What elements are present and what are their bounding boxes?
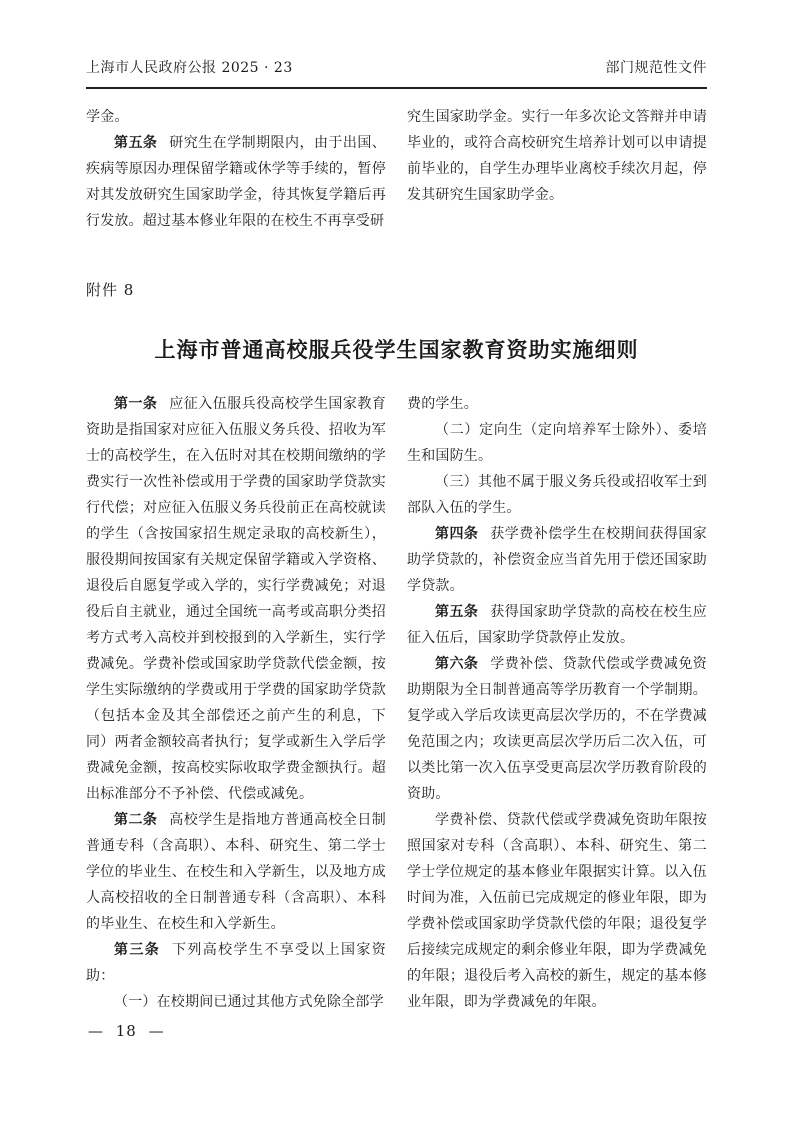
continuation-column-left [86, 104, 386, 234]
page-number: — 18 — [88, 1022, 165, 1040]
paragraph: 第六条 学费补偿、贷款代偿或学费减免资助期限为全日制普通高等学历教育一个学制期。复学或入学后攻读更高层次学历的，不在学费减免范围之内；攻读更高层次学历后二次入伍，可以类比第一次入伍享受更高层次学历教育阶段的资助。 [407, 656, 708, 802]
paragraph: 第一条 应征入伍服兵役高校学生国家教育资助是指国家对应征入伍服义务兵役、招收为军士的高校学生，在入伍时对其在校期间缴纳的学费实行一次性补偿或用于学费的国家助学贷款实行代偿；对应征入伍服义务兵役前正在高校就读的学生（含按国家招生规定录取的高校新生），服役期间按国家有关规定保留学籍或入学资格、退役后自愿复学或入学的，实行学费减免；对退役后自主就业，通过全国统一高考或高职分类招考方式考入高校并到校报到的入学新生，实行学费减免。学费补偿或国家助学贷款代偿金额，按学生实际缴纳的学费或用于学费的国家助学贷款（包括本金及其全部偿还之前产生的利息，下同）两者金额较高者执行；复学或新生入学后学费减免金额，按高校实际收取学费金额执行。超出标准部分不予补偿、代偿或减免。 [86, 396, 387, 802]
doc-category-label: 部门规范性文件 [605, 60, 707, 76]
continuation-section [86, 104, 707, 234]
paragraph: 究生国家助学金。实行一年多次论文答辩并申请毕业的，或符合高校研究生培养计划可以申请提前毕业的，自学生办理毕业离校手续次月起，停发其研究生国家助学金。 [407, 109, 707, 203]
paragraph: 第五条 研究生在学制期限内，由于出国、疾病等原因办理保留学籍或休学等手续的，暂停对其发放研究生国家助学金，待其恢复学籍后再行发放。超过基本修业年限的在校生不再享受研 [86, 135, 387, 229]
paragraph: 第二条 高校学生是指地方普通高校全日制普通专科（含高职）、本科、研究生、第二学士学位的毕业生、在校生和入学新生，以及地方成人高校招收的全日制普通专科（含高职）、本科的毕业生、在校生和入学新生。 [86, 812, 387, 932]
header-rule [86, 87, 707, 89]
article-lead: 第一条 [114, 396, 158, 412]
page-header [86, 57, 707, 77]
article-lead: 第二条 [114, 812, 158, 828]
paragraph: 第三条 下列高校学生不享受以上国家资助： [86, 942, 386, 984]
paragraph: 第五条 获得国家助学贷款的高校在校生应征入伍后，国家助学贷款停止发放。 [407, 604, 708, 646]
document-title: 上海市普通高校服兵役学生国家教育资助实施细则 [154, 338, 639, 362]
body-column-right [407, 391, 707, 1015]
page-content [86, 104, 707, 1015]
paragraph: （二）定向生（定向培养军士除外）、委培生和国防生。 [407, 422, 707, 464]
article-lead: 第四条 [435, 526, 479, 542]
gazette-title-issue: 上海市人民政府公报 2025 · 23 [86, 60, 293, 76]
paragraph: 学金。 [86, 109, 129, 125]
article-lead: 第五条 [435, 604, 479, 620]
paragraph: 学费补偿、贷款代偿或学费减免资助年限按照国家对专科（含高职）、本科、研究生、第二学士学位规定的基本修业年限据实计算。以入伍时间为准，入伍前已完成规定的修业年限，即为学费补偿或国家助学贷款代偿的年限；退役复学后接续完成规定的剩余修业年限，即为学费减免的年限；退役后考入高校的新生，规定的基本修业年限，即为学费减免的年限。 [407, 812, 707, 1010]
paragraph: （一）在校期间已通过其他方式免除全部学 [114, 994, 384, 1010]
paragraph: （三）其他不属于服义务兵役或招收军士到部队入伍的学生。 [407, 474, 707, 516]
body-column-left [86, 391, 386, 1015]
article-lead: 第三条 [114, 942, 161, 958]
paragraph: 第四条 获学费补偿学生在校期间获得国家助学贷款的，补偿资金应当首先用于偿还国家助学贷款。 [407, 526, 708, 594]
body-section [86, 391, 707, 1015]
article-lead: 第六条 [435, 656, 479, 672]
attachment-label: 附件 8 [86, 281, 135, 299]
continuation-column-right [407, 104, 707, 234]
paragraph: 费的学生。 [407, 396, 478, 412]
article-lead: 第五条 [114, 135, 158, 151]
